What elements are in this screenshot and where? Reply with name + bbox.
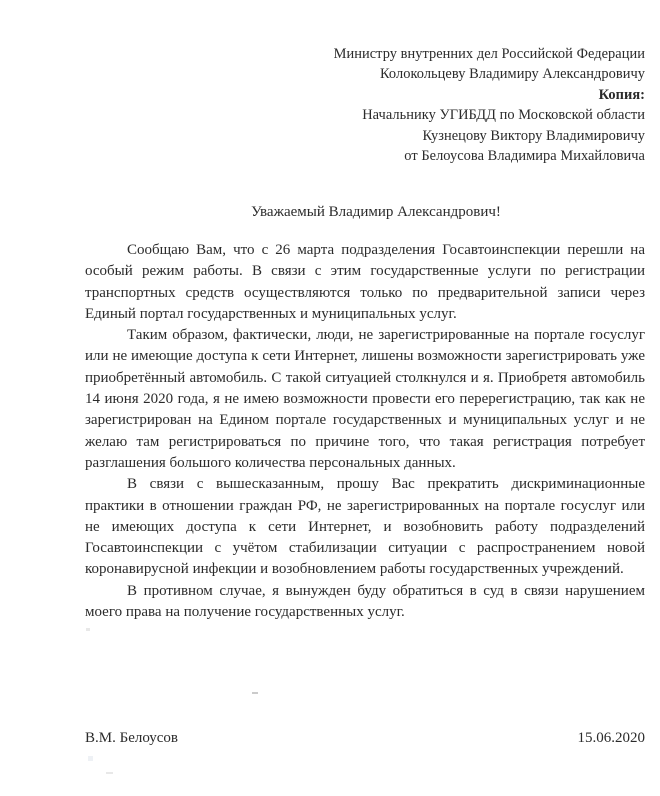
body-paragraph-2: Таким образом, фактически, люди, не зарегистрированные на портале госуслуг или не имеющие доступа к сети Интернет, лишены возможности зарегистрировать уже приобретённый автомобиль. С такой ситуацией столкнулся и я. Приобретя автомобиль 14 июня 2020 года, я не имею возможности провести его перерегистрацию, так как не зарегистрирован на Едином портале государственных и муниципальных услуг и не желаю там регистрироваться по причине того, что такая регистрация потребует разглашения большого количества персональных данных. <box>85 327 645 471</box>
salutation: Уважаемый Владимир Александрович! <box>251 204 501 220</box>
addressee-line-minister-name: Колокольцеву Владимиру Александровичу <box>380 66 645 83</box>
scan-artifact <box>88 756 93 761</box>
signature-date: 15.06.2020 <box>577 730 645 746</box>
scan-artifact <box>252 692 258 694</box>
body-paragraph-1: Сообщаю Вам, что с 26 марта подразделения Госавтоинспекции перешли на особый режим работы. В связи с этим государственные услуги по регистрации транспортных средств осуществляются только по предварительной записи через Единый портал государственных и муниципальных услуг. <box>85 242 645 322</box>
addressee-line-ministry: Министру внутренних дел Российской Федерации <box>333 46 645 62</box>
signature-block <box>85 728 645 749</box>
signature-name: В.М. Белоусов <box>85 730 179 746</box>
copy-line-department: Начальнику УГИБДД по Московской области <box>362 107 645 124</box>
scan-artifact <box>106 772 113 774</box>
addressee-block <box>300 44 645 166</box>
sender-line: от Белоусова Владимира Михайловича <box>404 148 645 165</box>
scan-artifact <box>86 628 90 631</box>
body-paragraph-3: В связи с вышесказанным, прошу Вас прекратить дискриминационные практики в отношении граждан РФ, не зарегистрированных на портале госуслуг или не имеющих доступа к сети Интернет, и возобновить работу подразделений Госавтоинспекции с учётом стабилизации ситуации с распространением новой коронавирусной инфекции и возобновлением работы государственных учреждений. <box>85 476 645 578</box>
copy-label: Копия: <box>598 86 645 103</box>
copy-line-chief-name: Кузнецову Виктору Владимировичу <box>422 127 645 144</box>
body-paragraph-4: В противном случае, я вынужден буду обратиться в суд в связи нарушением моего права на получение государственных услуг. <box>85 582 645 621</box>
letter-body <box>85 240 645 623</box>
